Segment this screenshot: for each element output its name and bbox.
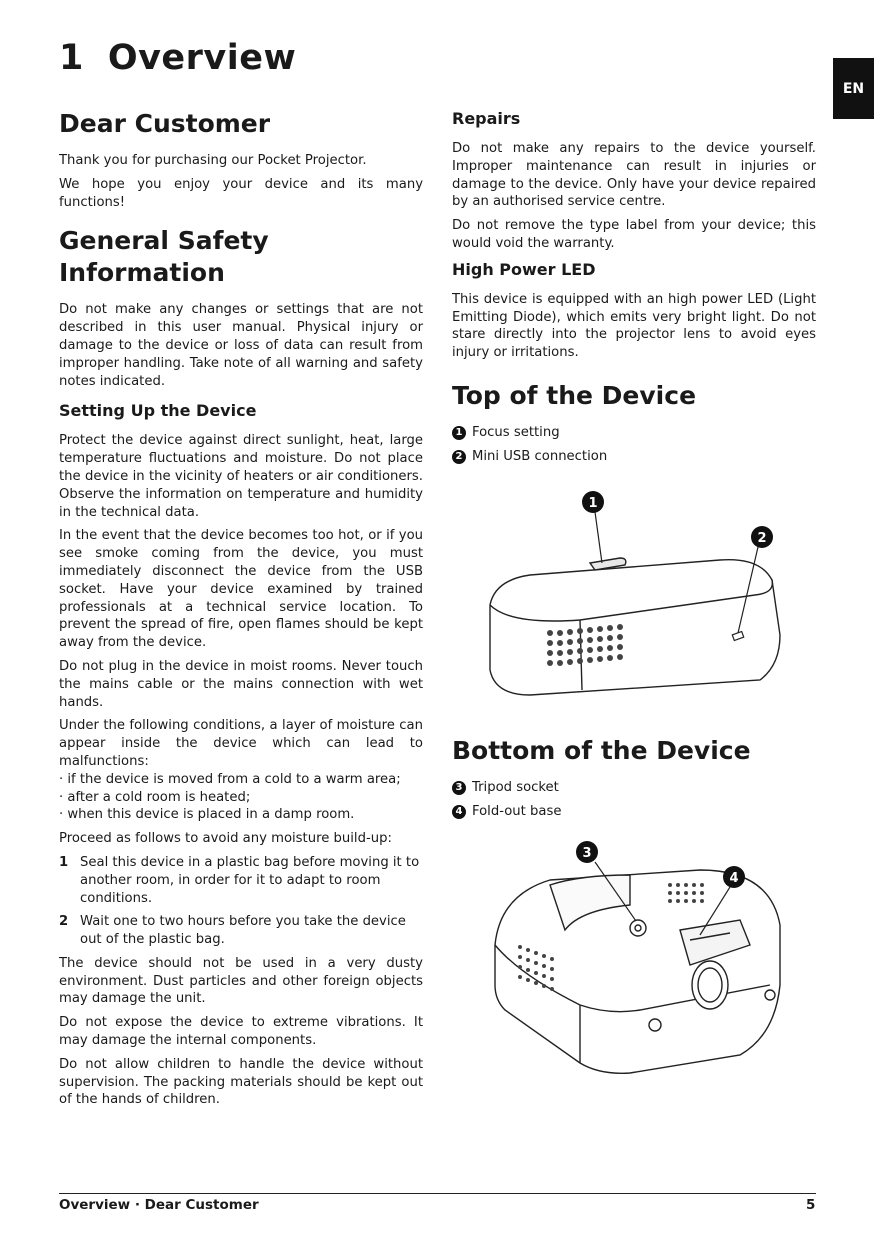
legend-item-focus [452,424,816,442]
svg-text:4: 4 [729,871,739,886]
repairs-heading: Repairs [452,109,521,128]
legend-label: Tripod socket [472,780,559,795]
led-heading: High Power LED [452,259,596,279]
legend-item-base [452,803,816,821]
setup-paragraph-6: The device should not be used in a very dusty environment. Dust particles and other foreign objects may damage the unit. [59,955,423,1007]
repairs-paragraph-1: Do not make any repairs to the device yourself. Improper maintenance can result in injuries or damage to the device. Only have your device repaired by an authorised service centre. [452,141,816,210]
top-device-illustration [470,485,790,700]
legend-item-usb [452,448,816,466]
list-item: · after a cold room is heated; [59,789,251,805]
step-1 [59,854,423,907]
setup-paragraph-3: Do not plug in the device in moist rooms. Never touch the mains cable or the mains connection with wet hands. [59,658,423,710]
setup-heading: Setting Up the Device [59,401,257,421]
right-column [452,108,816,472]
left-column [59,108,423,1115]
dear-paragraph-1: Thank you for purchasing our Pocket Projector. [59,153,367,168]
footer-section-title: Overview · Dear Customer [59,1197,259,1213]
setup-paragraph-4: Under the following conditions, a layer of moisture can appear inside the device which can lead to malfunctions: [59,718,423,769]
svg-text:1: 1 [588,496,598,511]
setup-paragraph-1: Protect the device against direct sunlight, heat, large temperature fluctuations and moisture. Do not place the device in the vicinity of heaters or air conditioners. Observe the information on temperature and humidity in the technical data. [59,433,423,520]
legend-label: Mini USB connection [472,448,608,464]
setup-paragraph-7: Do not expose the device to extreme vibrations. It may damage the internal components. [59,1015,423,1049]
safety-heading: General Safety Information [59,226,269,288]
setup-paragraph-5: Proceed as follows to avoid any moisture build-up: [59,831,392,847]
led-paragraph: This device is equipped with an high power LED (Light Emitting Diode), which emits very bright light. Do not stare directly into the projector lens to avoid eyes injury or irritations. [452,291,816,361]
callout-number: 3 [452,781,466,795]
chapter-number: 1 [59,38,84,78]
callout-number: 2 [452,450,466,464]
safety-paragraph: Do not make any changes or settings that are not described in this user manual. Physical injury or damage to the device or loss of data can result from improper handling. Take note of all warning and safety notes indicated. [59,302,423,389]
dear-customer-heading: Dear Customer [59,109,271,138]
setup-paragraph-8: Do not allow children to handle the device without supervision. The packing materials should be kept out of the hands of children. [59,1056,423,1108]
page-title [59,38,296,78]
legend-item-tripod [452,779,816,797]
bottom-device-illustration [480,835,800,1080]
top-of-device-heading: Top of the Device [452,380,697,410]
step-text: Seal this device in a plastic bag before moving it to another room, in order for it to adapt to room conditions. [80,854,420,906]
legend-label: Fold-out base [472,803,562,819]
step-number: 2 [59,914,69,930]
svg-text:3: 3 [582,846,592,861]
step-number: 1 [59,854,69,870]
list-item: · if the device is moved from a cold to a warm area; [59,771,401,787]
step-text: Wait one to two hours before you take the device out of the plastic bag. [80,914,406,948]
repairs-paragraph-2: Do not remove the type label from your device; this would void the warranty. [452,218,816,251]
legend-label: Focus setting [472,424,560,440]
bottom-of-device-heading: Bottom of the Device [452,736,751,765]
list-item: · when this device is placed in a damp room. [59,807,355,823]
page-number: 5 [806,1197,816,1213]
setup-paragraph-2: In the event that the device becomes too hot, or if you see smoke coming from the device, you must immediately disconnect the device from the USB socket. Have your device examined by trained professionals at a technical service location. To prevent the spread of fire, open flames should be kept away from the device. [59,528,423,651]
svg-text:2: 2 [757,531,767,546]
dear-paragraph-2: We hope you enjoy your device and its many functions! [59,176,423,210]
callout-number: 4 [452,805,466,819]
chapter-title: Overview [107,38,297,78]
step-2 [59,913,423,949]
moisture-conditions-list [59,771,423,824]
language-tab: EN [833,58,874,119]
callout-number: 1 [452,426,466,440]
bottom-section [452,735,816,827]
footer-divider [59,1193,816,1194]
